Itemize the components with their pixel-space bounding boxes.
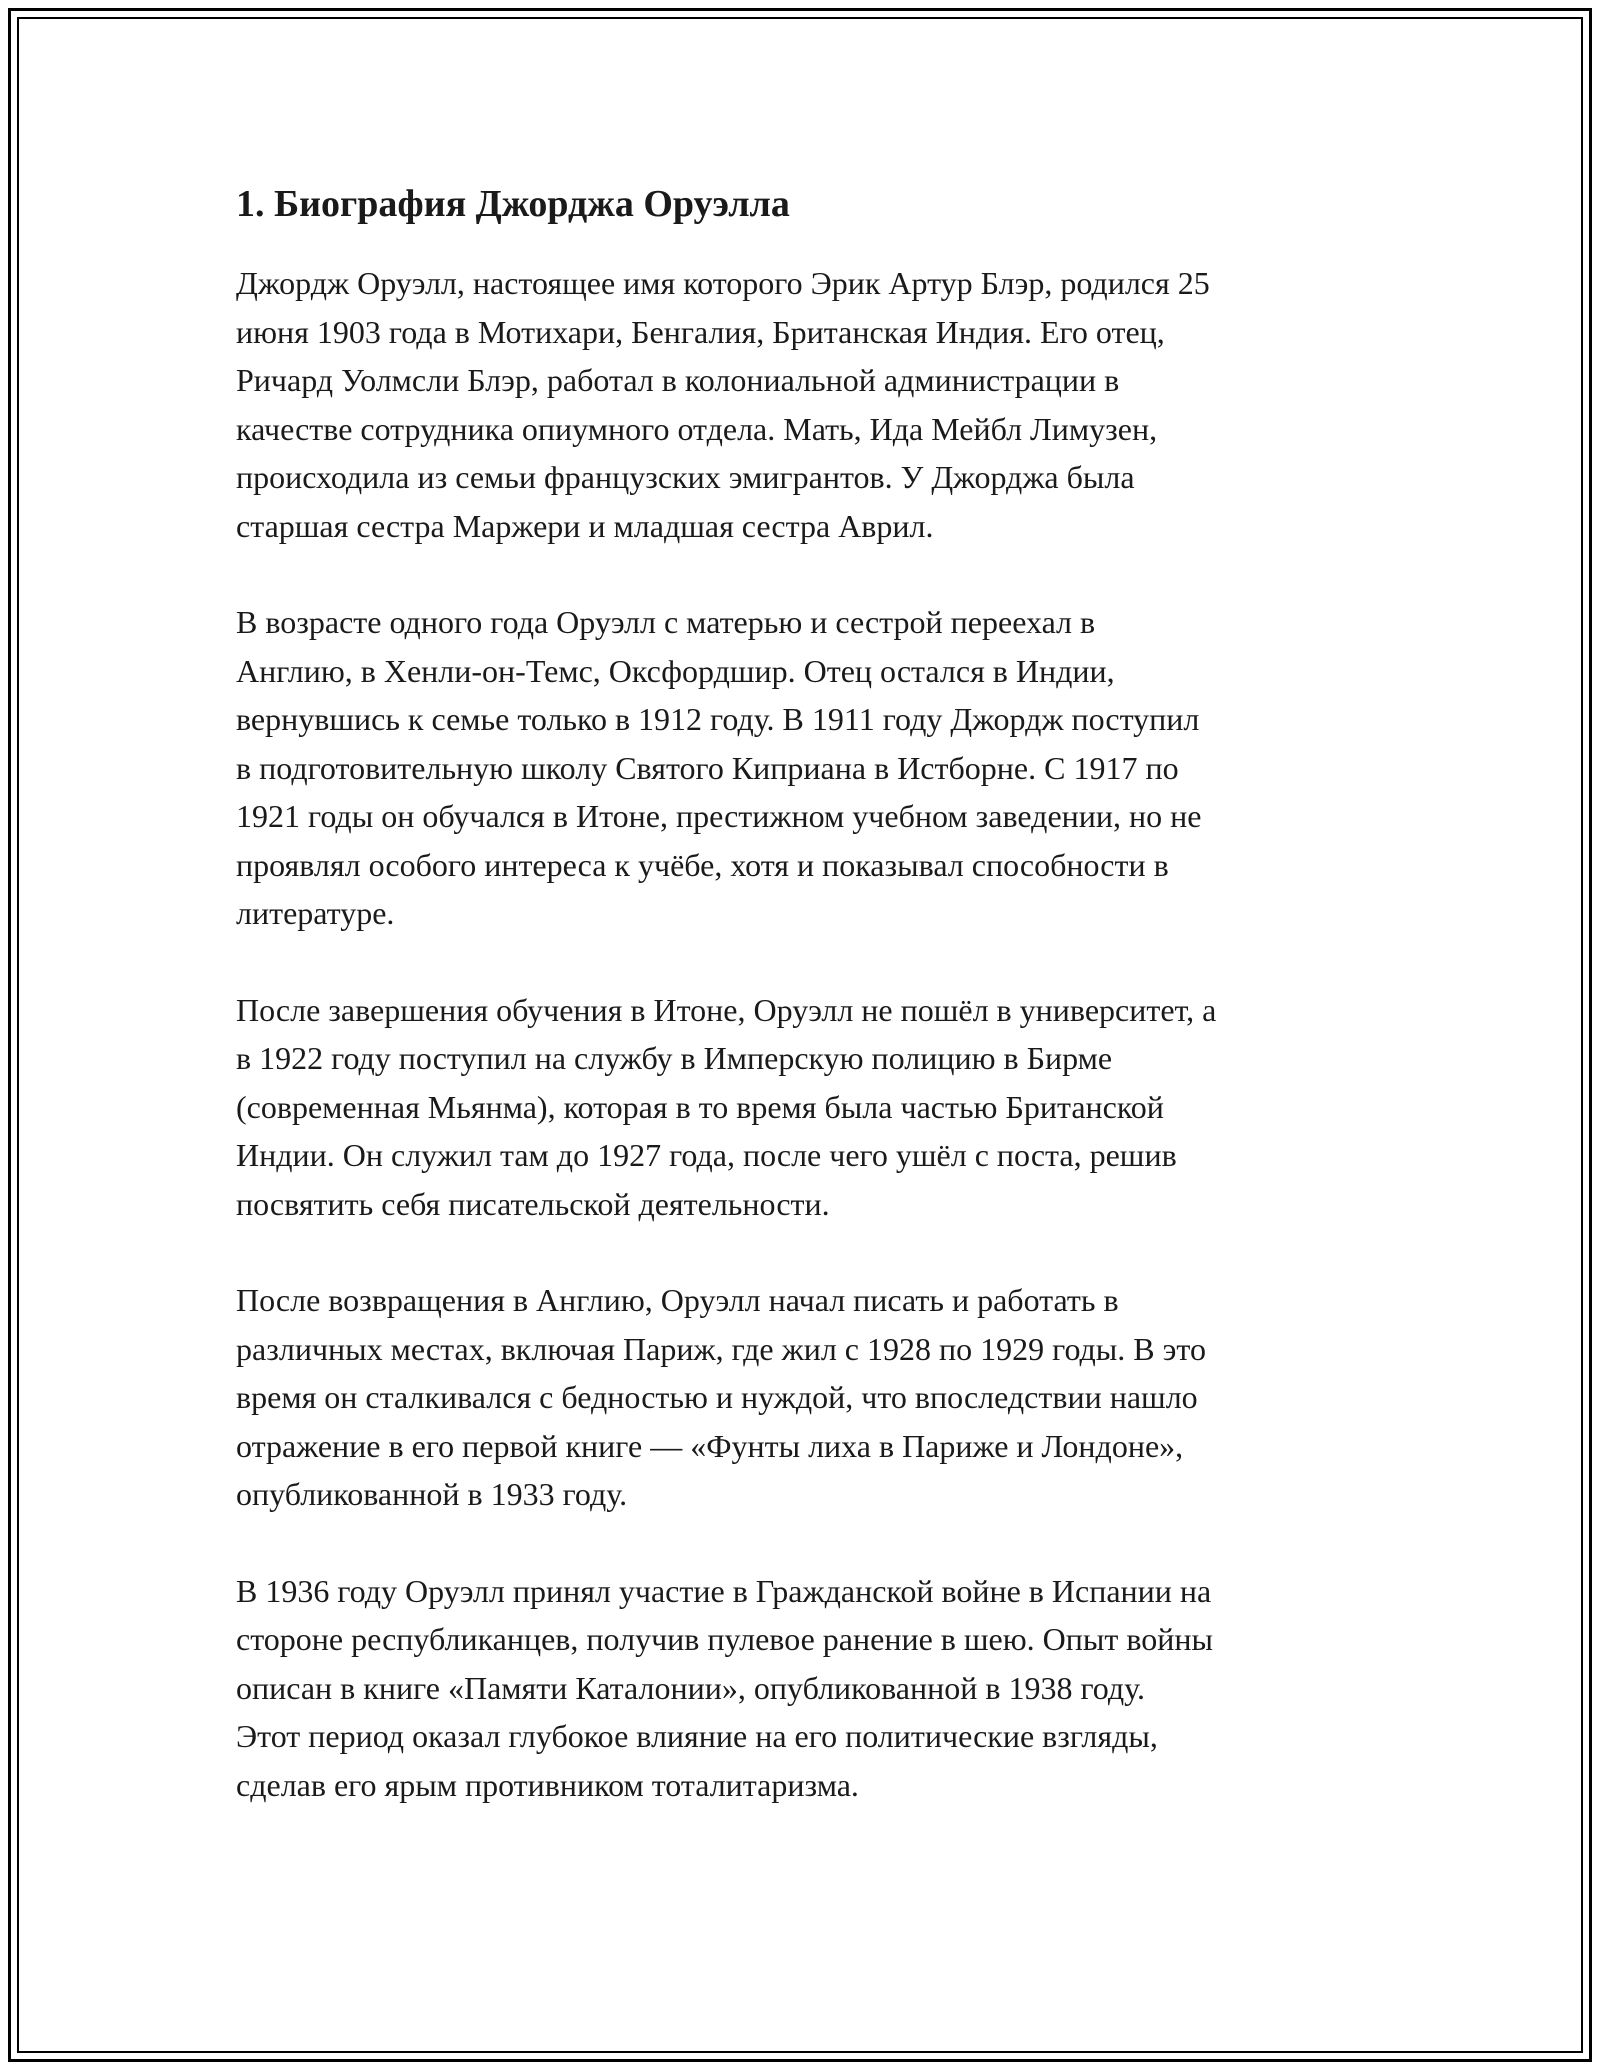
paragraph-childhood-education: В возрасте одного года Оруэлл с матерью и сестрой переехал в Англию, в Хенли-он-Темс, Оксфордшир. Отец остался в Индии, вернувшись к семье только в 1912 году. В 1911 году Джордж поступил в подготовительную школу Святого Киприана в Истборне. С 1917 по 1921 годы он обучался в Итоне, престижном учебном заведении, но не проявлял особого интереса к учёбе, хотя и показывал способности в литературе. [236,604,1202,932]
paragraph-paris-london: После возвращения в Англию, Оруэлл начал писать и работать в различных местах, включая Париж, где жил с 1928 по 1929 годы. В это время он сталкивался с бедностью и нуждой, что впоследствии нашло отражение в его первой книге — «Фунты лиха в Париже и Лондоне», опубликованной в 1933 году. [236,1282,1206,1513]
paragraph-spanish-civil-war: В 1936 году Оруэлл принял участие в Гражданской войне в Испании на стороне республиканцев, получив пулевое ранение в шею. Опыт войны описан в книге «Памяти Каталонии», опубликованной в 1938 году. Этот период оказал глубокое влияние на его политические взгляды, сделав его ярым противником тоталитаризма. [236,1572,1213,1803]
section-heading: 1. Биография Джорджа Оруэлла [236,183,790,225]
paragraph-burma-police: После завершения обучения в Итоне, Оруэлл не пошёл в университет, а в 1922 году поступил на службу в Имперскую полицию в Бирме (современная Мьянма), которая в то время была частью Британской Индии. Он служил там до 1927 года, после чего ушёл с поста, решив посвятить себя писательской деятельности. [236,991,1217,1222]
paragraph-birth-family: Джордж Оруэлл, настоящее имя которого Эрик Артур Блэр, родился 25 июня 1903 года в Мотихари, Бенгалия, Британская Индия. Его отец, Ричард Уолмсли Блэр, работал в колониальной администрации в качестве сотрудника опиумного отдела. Мать, Ида Мейбл Лимузен, происходила из семьи французских эмигрантов. У Джорджа была старшая сестра Маржери и младшая сестра Аврил. [236,265,1210,544]
document-body [236,180,1386,1857]
